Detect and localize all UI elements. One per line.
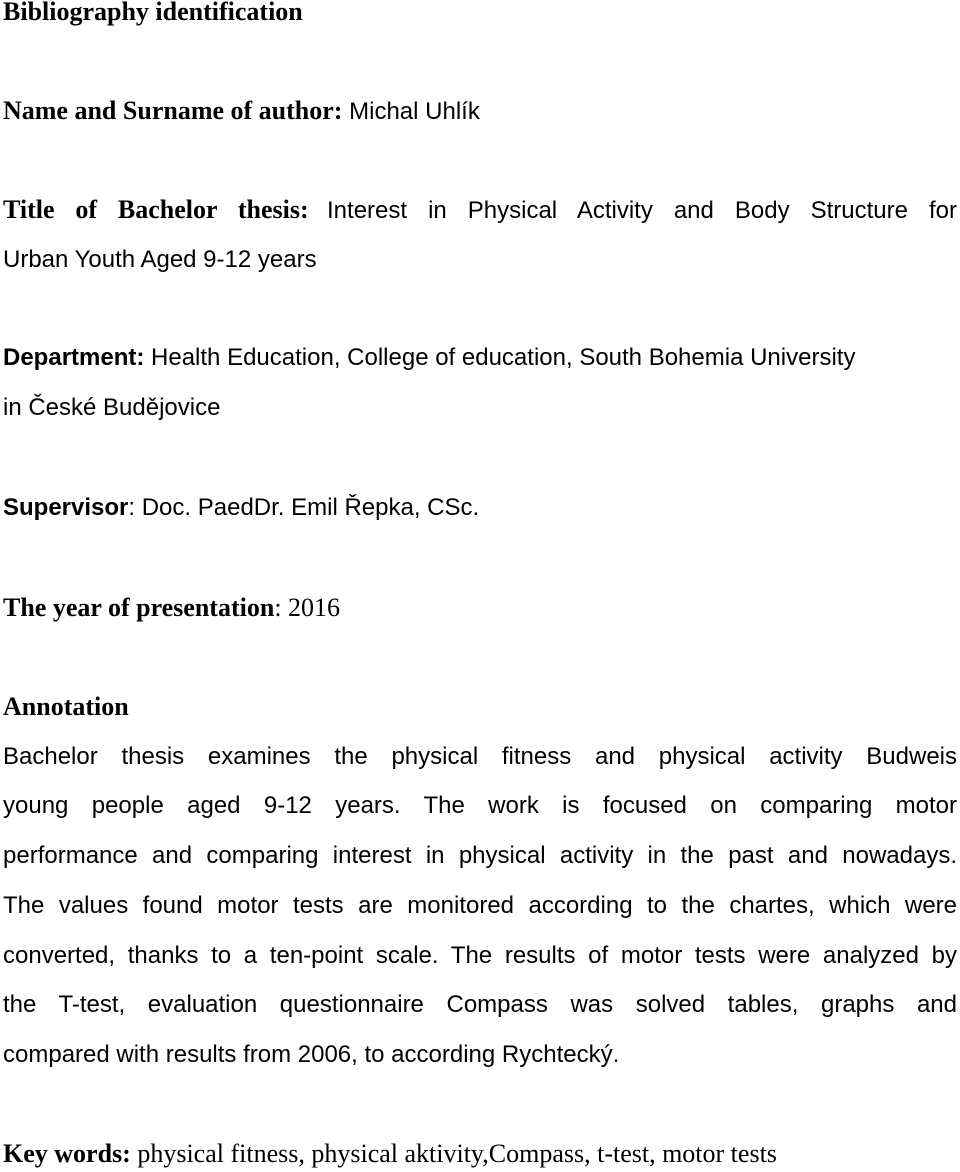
- author-value: Michal Uhlík: [342, 98, 480, 125]
- supervisor-line: [3, 493, 957, 523]
- annotation-line: compared with results from 2006, to according Rychtecký.: [3, 1041, 620, 1068]
- author-label: Name and Surname of author:: [3, 96, 343, 125]
- year-line: [3, 593, 957, 623]
- annotation-heading: Annotation: [3, 692, 129, 721]
- annotation-line: converted, thanks to a ten-point scale. The results of motor tests were analyzed by: [3, 942, 957, 969]
- keywords-label: Key words:: [3, 1139, 131, 1168]
- department-line-1: [3, 343, 957, 373]
- thesis-title-label: Title of Bachelor thesis:: [3, 195, 309, 224]
- department-value: Health Education, College of education, South Bohemia University: [144, 344, 856, 371]
- department-label: Department:: [3, 344, 145, 371]
- annotation-line: the T-test, evaluation questionnaire Compass was solved tables, graphs and: [3, 991, 957, 1018]
- keywords-value: physical fitness, physical aktivity,Compass, t-test, motor tests: [130, 1139, 777, 1168]
- supervisor-label: Supervisor: [3, 494, 129, 521]
- keywords-line: [3, 1139, 957, 1169]
- thesis-title-line-2: Urban Youth Aged 9-12 years: [3, 246, 317, 273]
- annotation-line: performance and comparing interest in physical activity in the past and nowadays.: [3, 842, 957, 869]
- annotation-line: Bachelor thesis examines the physical fitness and physical activity Budweis: [3, 743, 957, 770]
- author-line: [3, 96, 957, 127]
- thesis-title-value: Interest in Physical Activity and Body Structure for: [327, 197, 957, 224]
- department-line-2: in České Budějovice: [3, 394, 221, 421]
- thesis-title-line-1: [3, 195, 957, 226]
- supervisor-value: : Doc. PaedDr. Emil Řepka, CSc.: [128, 494, 480, 521]
- year-label: The year of presentation: [3, 593, 275, 622]
- annotation-line: young people aged 9-12 years. The work is focused on comparing motor: [3, 792, 957, 819]
- annotation-line: The values found motor tests are monitored according to the chartes, which were: [3, 892, 957, 919]
- page-heading: Bibliography identification: [3, 0, 303, 26]
- year-value: : 2016: [274, 593, 341, 622]
